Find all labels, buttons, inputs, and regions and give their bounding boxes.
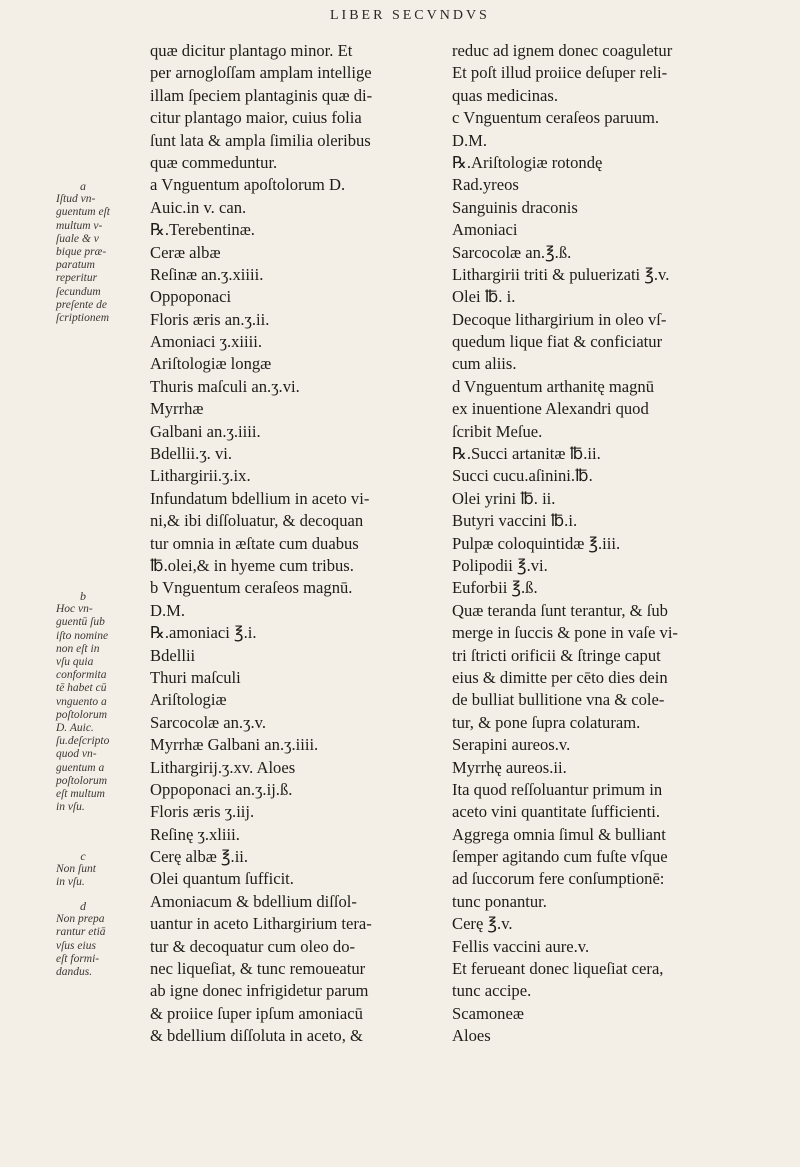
text-line: ℞.Succi artanitæ ℔.ii. (452, 444, 601, 464)
text-line: Sarcocolæ an.℥.ß. (452, 242, 572, 262)
margin-note-letter: b (80, 589, 86, 603)
margin-note-line: vſu quia (56, 656, 94, 669)
text-line: Amoniaci (452, 220, 518, 240)
margin-note-line: guentum eſt (56, 206, 110, 219)
recipe-heading: b Vnguentum ceraſeos magnū. (150, 578, 353, 598)
margin-note-line: ſu.deſcripto (56, 735, 110, 748)
margin-note-line: in vſu. (56, 801, 85, 814)
right-column (452, 40, 770, 1048)
text-line: Olei ℔. i. (452, 287, 516, 307)
text-line: Aggrega omnia ſimul & bulliant (452, 824, 666, 844)
text-line: illam ſpeciem plantaginis quæ di- (150, 85, 373, 105)
margin-note-line: poſtolorum (56, 708, 108, 721)
text-line: Rad.yreos (452, 175, 519, 195)
text-line: Amoniacum & bdellium diſſol- (150, 891, 357, 911)
text-line: Floris æris an.ʒ.ii. (150, 309, 270, 329)
text-line: Lithargirii triti & puluerizati ℥.v. (452, 264, 670, 284)
text-line: Bdellii.ʒ. vi. (150, 444, 233, 464)
text-line: Ita quod reſſoluantur primum in (452, 779, 663, 799)
margin-note-d (56, 900, 140, 979)
text-line: Amoniaci ʒ.xiiii. (150, 332, 262, 352)
text-line: Sarcocolæ an.ʒ.v. (150, 712, 266, 732)
margin-note-line: ſuale & v (56, 232, 99, 245)
margin-note-line: iſto nomine (56, 629, 109, 642)
margin-note-line: vnguento a (56, 695, 107, 708)
text-line: Galbani an.ʒ.iiii. (150, 421, 261, 441)
margin-note-line: rantur etiā (56, 926, 106, 939)
margin-note-line: D. Auic. (56, 722, 94, 735)
margin-note-c (56, 850, 140, 890)
left-column (150, 40, 448, 1048)
margin-note-line: conformita (56, 669, 107, 682)
text-line: Butyri vaccini ℔.i. (452, 511, 578, 531)
text-line: Euforbii ℥.ß. (452, 578, 538, 598)
text-line: Olei quantum ſufficit. (150, 869, 294, 889)
text-line: quæ dicitur plantago minor. Et (150, 41, 353, 60)
text-line: Reſinę ʒ.xliii. (150, 824, 240, 844)
text-line: Polipodii ℥.vi. (452, 555, 548, 575)
text-line: Ariſtologiæ (150, 690, 227, 710)
margin-note-line: Hoc vn- (56, 603, 93, 616)
margin-note-line: paratum (56, 259, 95, 272)
text-line: ſunt lata & ampla ſimilia oleribus (150, 130, 371, 150)
text-line: Serapini aureos.v. (452, 735, 571, 755)
text-line: Ceræ albæ (150, 242, 221, 262)
margin-note-a (56, 180, 140, 325)
text-line: Oppoponaci an.ʒ.ij.ß. (150, 779, 293, 799)
margin-note-line: tē habet cū (56, 682, 107, 695)
text-line: eius & dimitte per cēto dies dein (452, 667, 668, 687)
text-line: D.M. (150, 600, 186, 620)
text-line: quæ commeduntur. (150, 152, 278, 172)
text-line: tur, & pone ſupra colaturam. (452, 712, 641, 732)
text-line: quas medicinas. (452, 85, 558, 105)
text-line: Sanguinis draconis (452, 197, 578, 217)
text-line: & bdellium diſſoluta in aceto, & (150, 1026, 363, 1046)
margin-note-line: eſt multum (56, 788, 105, 801)
recipe-heading: d Vnguentum arthanitę magnū (452, 376, 655, 396)
margin-note-letter: c (80, 849, 86, 863)
margin-note-text (56, 603, 140, 814)
text-line: Myrrhę aureos.ii. (452, 757, 567, 777)
text-line: ℞.Ariſtologiæ rotondę (452, 152, 603, 172)
margin-note-line: preſente de (56, 298, 107, 311)
text-line: ℔.olei,& in hyeme cum tribus. (150, 555, 354, 575)
text-line: Et ferueant donec liqueſiat cera, (452, 959, 664, 979)
text-line: per arnogloſſam amplam intellige (150, 63, 372, 83)
text-line: ſemper agitando cum fuſte vſque (452, 847, 668, 867)
text-line: tri ſtricti orificii & ſtringe caput (452, 645, 661, 665)
margin-note-text (56, 863, 140, 889)
text-line: Ariſtologiæ longæ (150, 354, 272, 374)
margin-note-line: quod vn- (56, 748, 97, 761)
margin-note-line: poſtolorum (56, 774, 108, 787)
text-line: cum aliis. (452, 354, 517, 374)
margin-note-text (56, 193, 140, 325)
text-line: Myrrhæ (150, 399, 204, 419)
text-line: Thuris maſculi an.ʒ.vi. (150, 376, 300, 396)
text-line: Lithargirij.ʒ.xv. Aloes (150, 757, 296, 777)
text-line: Et poſt illud proiice deſuper reli- (452, 63, 668, 83)
text-line: Aloes (452, 1026, 491, 1046)
text-line: ſcribit Meſue. (452, 421, 543, 441)
text-line: ex inuentione Alexandri quod (452, 399, 649, 419)
margin-note-line: bique præ- (56, 246, 107, 259)
margin-note-line: guentū ſub (56, 616, 105, 629)
text-line: Cerę ℥.v. (452, 914, 513, 934)
margin-note-text (56, 913, 140, 979)
text-line: ad ſuccorum fere conſumptionē: (452, 869, 665, 889)
text-line: Bdellii (150, 645, 196, 665)
text-line: Oppoponaci (150, 287, 232, 307)
text-line: Lithargirii.ʒ.ix. (150, 466, 251, 486)
margin-note-line: vſus eius (56, 939, 96, 952)
text-line: Scamoneæ (452, 1003, 524, 1023)
text-line: ab igne donec infrigidetur parum (150, 981, 369, 1001)
text-line: Myrrhæ Galbani an.ʒ.iiii. (150, 735, 319, 755)
text-line: Infundatum bdellium in aceto vi- (150, 488, 370, 508)
text-line: Succi cucu.aſinini.℔. (452, 466, 593, 486)
text-line: ℞.Terebentinæ. (150, 220, 255, 240)
running-head: LIBER SECVNDVS (330, 8, 490, 23)
text-line: ℞.amoniaci ℥.i. (150, 623, 257, 643)
text-line: Decoque lithargirium in oleo vſ- (452, 309, 667, 329)
margin-note-line: ſecundum (56, 285, 101, 298)
margin-note-letter: d (80, 899, 86, 913)
text-line: nec liqueſiat, & tunc remoueatur (150, 959, 366, 979)
text-line: merge in ſuccis & pone in vaſe vi- (452, 623, 678, 643)
text-line: uantur in aceto Lithargirium tera- (150, 914, 372, 934)
text-line: Reſinæ an.ʒ.xiiii. (150, 264, 264, 284)
margin-note-line: non eſt in (56, 642, 100, 655)
margin-note-line: reperitur (56, 272, 98, 285)
text-line: Pulpæ coloquintidæ ℥.iii. (452, 533, 621, 553)
text-line: citur plantago maior, cuius folia (150, 108, 362, 128)
text-line: Quæ teranda ſunt terantur, & ſub (452, 600, 668, 620)
text-line: Thuri maſculi (150, 667, 241, 687)
margin-note-line: Non ſunt (56, 863, 96, 876)
margin-note-line: Iſtud vn- (56, 193, 96, 206)
margin-note-line: multum v- (56, 219, 103, 232)
margin-note-line: guentum a (56, 761, 105, 774)
text-line: aceto vini quantitate ſufficienti. (452, 802, 660, 822)
margin-note-letter: a (80, 179, 86, 193)
margin-note-line: ſcriptionem (56, 312, 110, 325)
margin-note-line: dandus. (56, 966, 93, 979)
text-line: Cerę albæ ℥.ii. (150, 847, 249, 867)
text-line: Olei yrini ℔. ii. (452, 488, 556, 508)
margin-note-line: Non prepa (56, 913, 105, 926)
text-line: Fellis vaccini aure.v. (452, 936, 590, 956)
text-line: tunc accipe. (452, 981, 532, 1001)
text-line: tunc ponantur. (452, 891, 547, 911)
text-line: Auic.in v. can. (150, 197, 247, 217)
text-line: tur omnia in æſtate cum duabus (150, 533, 359, 553)
margin-note-b (56, 590, 140, 814)
recipe-heading: c Vnguentum ceraſeos paruum. (452, 108, 660, 128)
text-line: quedum lique fiat & conficiatur (452, 332, 663, 352)
margin-note-line: in vſu. (56, 876, 85, 889)
text-line: de bulliat bullitione vna & cole- (452, 690, 665, 710)
text-line: & proiice ſuper ipſum amoniacū (150, 1003, 363, 1023)
recipe-heading: a Vnguentum apoſtolorum D. (150, 175, 346, 195)
text-line: Floris æris ʒ.iij. (150, 802, 255, 822)
text-line: reduc ad ignem donec coaguletur (452, 41, 673, 60)
margin-note-line: eſt formi- (56, 952, 100, 965)
text-line: ni,& ibi diſſoluatur, & decoquan (150, 511, 364, 531)
text-line: tur & decoquatur cum oleo do- (150, 936, 356, 956)
text-line: D.M. (452, 130, 488, 150)
